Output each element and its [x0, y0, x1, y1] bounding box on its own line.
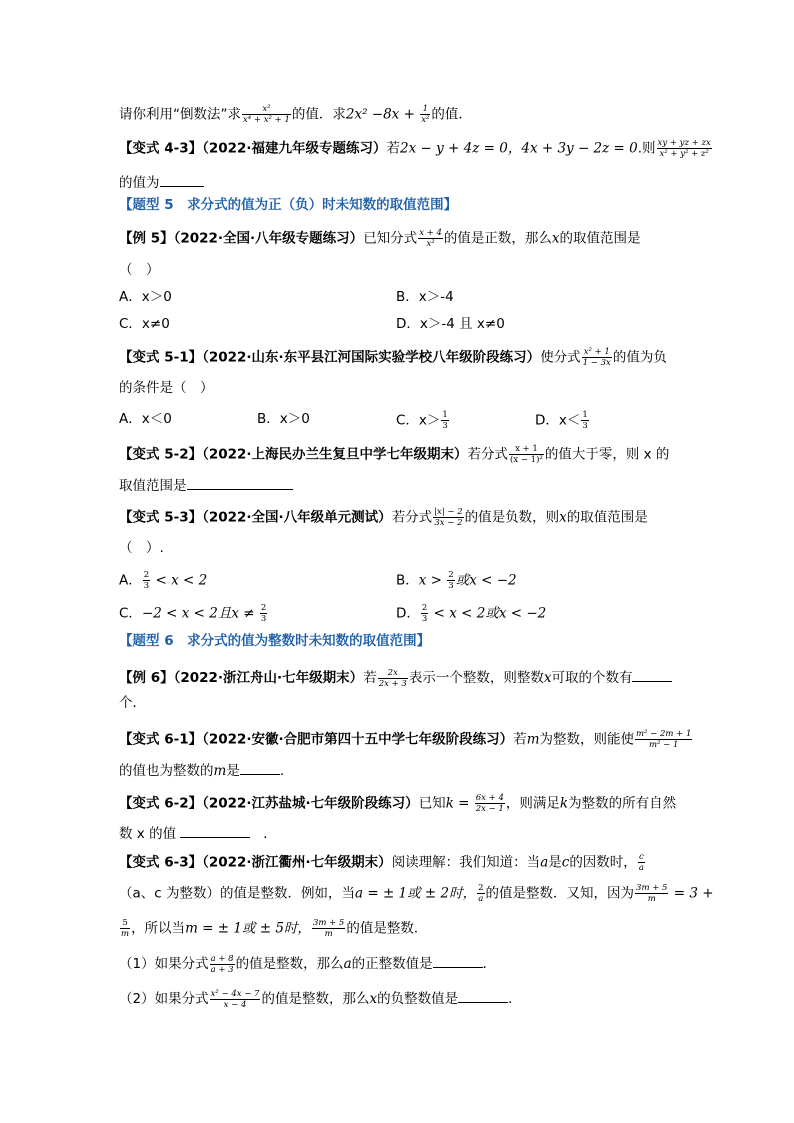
option-d: D． $\frac{2}{3}$ < x < 2或x < −2 [396, 603, 547, 624]
problem-6-2-line2: 数 x 的值 ． [119, 823, 277, 843]
option-a: A．x＞0 [119, 289, 172, 305]
option-b: B．x＞-4 [396, 289, 454, 305]
problem-5-2-line2: 取值范围是 [119, 475, 293, 495]
answer-blank [632, 667, 672, 682]
problem-6-3-line2: （a、c 为整数）的值是整数．例如，当a = ± 1或 ± 2时， $\frac{2}{a}$ 的值是整数．又知，因为 $\frac{3m + 5}{m}$ = 3 + [119, 883, 714, 904]
answer-blank [180, 823, 250, 838]
problem-4-3: 【变式 4-3】（2022·福建九年级专题练习）若2x − y + 4z = 0，4x + 3y − 2z = 0.则 $\frac{xy + yz + zx}{\text{x² + y² + z²}}$ [119, 138, 711, 159]
example-6: 【例 6】（2022·浙江舟山·七年级期末）若 $\frac{2x}{2x + 3}$ 表示一个整数，则整数x可取的个数有 [119, 667, 672, 689]
answer-blank [240, 760, 280, 775]
option-d: D．x＞-4 且 x≠0 [396, 316, 505, 332]
option-c: C．x＞ $\frac{1}{3}$ [396, 410, 448, 431]
answer-blank [433, 953, 483, 968]
answer-blank [160, 172, 204, 187]
problem-5-3: 【变式 5-3】（2022·全国·八年级单元测试）若分式 $\frac{|x| - 2}{3x - 2}$ 的值是负数，则x的取值范围是 [119, 507, 648, 528]
example-6-line2: 个． [119, 695, 146, 711]
problem-6-3-line3: $\frac{5}{m}$ ，所以当m = ± 1或 ± 5时， $\frac{3m + 5}{m}$ 的值是整数． [121, 918, 428, 939]
problem-6-1: 【变式 6-1】（2022·安徽·合肥市第四十五中学七年级阶段练习）若m为整数，则能使 $\frac{\text{m² − 2m + 1}}{\text{m² − 1}}$ [119, 729, 692, 750]
problem-6-3-q1: （1）如果分式 $\frac{a + 8}{a + 3}$ 的值是整数，那么a的正整数值是 ． [119, 953, 497, 975]
paren-blank: （ ） [119, 262, 160, 278]
problem-6-1-line2: 的值也为整数的m是 . [119, 760, 284, 780]
section-title-5: 【题型 5 求分式的值为正（负）时未知数的取值范围】 [119, 197, 458, 213]
problem-6-3: 【变式 6-3】（2022·浙江衢州·七年级期末）阅读理解：我们知道：当a是c的因数时， $\frac{c}{a}$ [119, 852, 644, 873]
option-a: A． $\frac{2}{3}$ < x < 2 [119, 570, 208, 591]
option-d: D．x＜ $\frac{1}{3}$ [535, 410, 588, 431]
option-c: C．x≠0 [119, 316, 170, 332]
option-b: B．x＞0 [257, 411, 310, 427]
intro-line: 请你利用“倒数法”求 $\frac{\text{x²}}{\text{x⁴ + x² + 1}}$ 的值．求2x² −8x + $\frac{1}{\text{x²}}$ 的值． [119, 104, 472, 125]
problem-5-1-line2: 的条件是（ ） [119, 380, 214, 396]
problem-6-3-q2: （2）如果分式 $\frac{\text{x² − 4x − 7}}{x - 4}$ 的值是整数，那么x的负整数值是 ． [119, 988, 522, 1010]
option-b: B．x > $\frac{2}{3}$ 或x < −2 [396, 570, 517, 591]
problem-5-1: 【变式 5-1】（2022·山东·东平县江河国际实验学校八年级阶段练习）使分式 $\frac{\text{x² + 1}}{1 - 3x}$ 的值为负 [119, 347, 667, 368]
problem-6-2: 【变式 6-2】（2022·江苏盐城·七年级阶段练习）已知k = $\frac{6x + 4}{2x - 1}$ ，则满足k为整数的所有自然 [119, 793, 677, 814]
option-c: C．−2 < x < 2且x ≠ $\frac{2}{3}$ [119, 603, 267, 624]
example-5: 【例 5】（2022·全国·八年级专题练习）已知分式 $\frac{x + 4}{\text{x²}}$ 的值是正数，那么x的取值范围是 [119, 228, 641, 249]
answer-blank [187, 475, 293, 490]
option-a: A．x＜0 [119, 411, 172, 427]
section-title-6: 【题型 6 求分式的值为整数时未知数的取值范围】 [119, 633, 431, 649]
answer-blank [458, 988, 508, 1003]
problem-5-2: 【变式 5-2】（2022·上海民办兰生复旦中学七年级期末）若分式 $\frac{x + 1}{\text{(x − 1)²}}$ 的值大于零，则 x 的 [119, 444, 670, 465]
problem-4-3-line2: 的值为 [119, 172, 204, 192]
problem-5-3-line2: （ ）. [119, 540, 164, 556]
fraction: $\frac{\text{x²}}{\text{x⁴ + x² + 1}}$ [243, 104, 290, 125]
